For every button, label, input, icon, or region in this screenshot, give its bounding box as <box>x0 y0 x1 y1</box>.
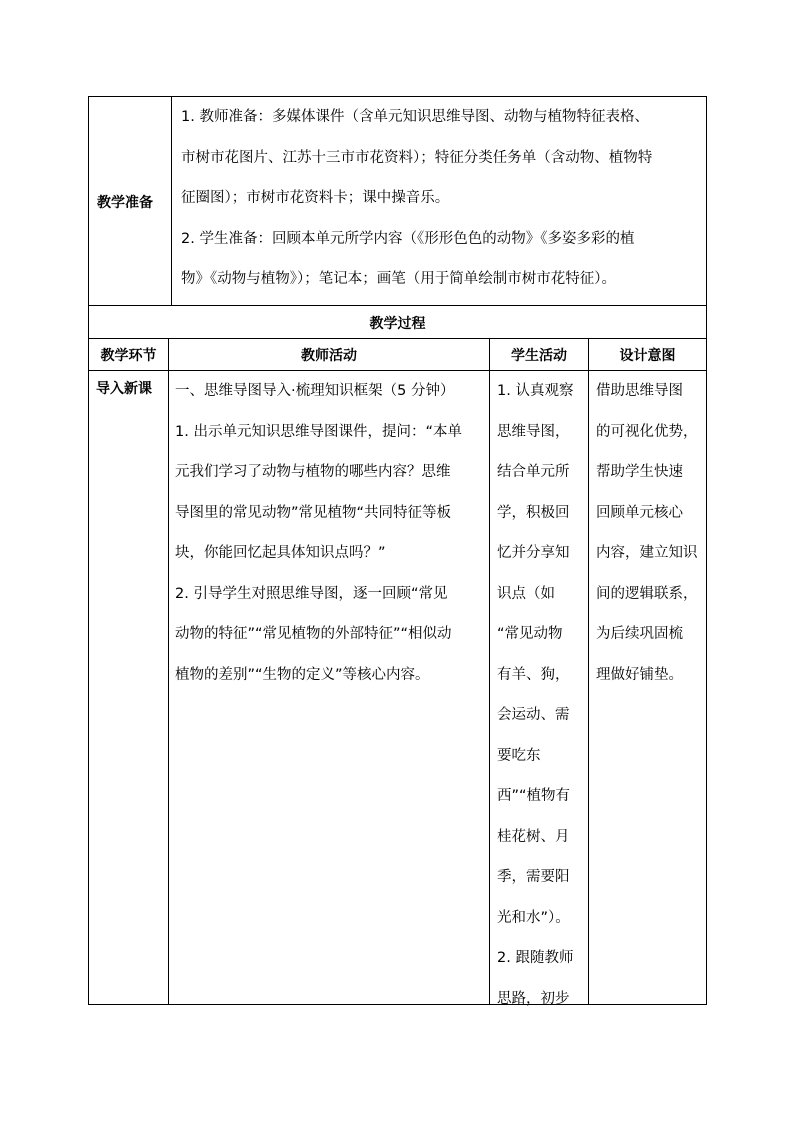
student-line: 识点（如 <box>497 585 555 602</box>
col-divider-prep <box>171 97 172 305</box>
student-line: 忆并分享知 <box>497 545 570 561</box>
student-line: 有羊、狗， <box>497 666 570 683</box>
student-activity <box>497 371 573 1019</box>
header-stage: 教学环节 <box>100 348 157 364</box>
teacher-line: 导图里的常见动物”常见植物“共同特征等板 <box>175 504 452 521</box>
design-intent <box>596 371 698 695</box>
student-line: 结合单元所 <box>497 464 570 480</box>
teacher-line: 1. 出示单元知识思维导图课件，提问：“本单 <box>175 423 462 440</box>
header-intent: 设计意图 <box>619 348 676 364</box>
stage-label: 导入新课 <box>96 381 152 397</box>
prep-line: 1. 教师准备：多媒体课件（含单元知识思维导图、动物与植物特征表格、 <box>181 109 649 125</box>
col-divider-stage <box>168 338 169 1005</box>
teacher-activity <box>175 371 462 695</box>
student-line: 思路，初步 <box>497 990 570 1007</box>
student-line: 要吃东 <box>497 747 541 764</box>
student-line: 思维导图， <box>497 423 570 440</box>
student-line: 桂花树、月 <box>497 828 570 845</box>
col-divider-student <box>588 338 589 1005</box>
intent-line: 为后续巩固梳 <box>596 626 683 642</box>
student-line: 季，需要阳 <box>497 869 570 885</box>
prep-line: 市树市花图片、江苏十三市市花资料）；特征分类任务单（含动物、植物特 <box>181 149 653 166</box>
student-line: 2. 跟随教师 <box>497 950 574 966</box>
intent-line: 帮助学生快速 <box>596 464 683 480</box>
student-line: 西”“植物有 <box>497 788 571 804</box>
header-student: 学生活动 <box>511 348 567 364</box>
col-divider-teacher <box>489 338 490 1005</box>
student-line: “常见动物 <box>497 626 563 642</box>
intent-line: 理做好铺垫。 <box>596 666 683 683</box>
intent-line: 间的逻辑联系， <box>596 585 698 602</box>
intent-line: 内容，建立知识 <box>596 545 698 561</box>
header-teacher: 教师活动 <box>301 348 357 364</box>
teacher-line: 动物的特征”“常见植物的外部特征”“相似动 <box>175 626 452 642</box>
prep-label: 教学准备 <box>97 195 153 211</box>
teacher-line: 块，你能回忆起具体知识点吗？” <box>175 545 386 561</box>
student-line: 1. 认真观察 <box>497 383 574 399</box>
prep-line: 征圈图）；市树市花资料卡；课中操音乐。 <box>181 190 450 206</box>
row-divider-prep <box>89 305 706 306</box>
row-divider-title <box>89 338 706 339</box>
teacher-line: 植物的差别”“生物的定义”等核心内容。 <box>175 666 430 683</box>
student-line: 光和水”）。 <box>497 909 570 926</box>
intent-line: 借助思维导图 <box>596 383 683 399</box>
process-title: 教学过程 <box>369 316 426 332</box>
teacher-line: 2. 引导学生对照思维导图，逐一回顾“常见 <box>175 585 448 602</box>
student-line: 会运动、需 <box>497 707 570 723</box>
student-line: 学，积极回 <box>497 504 570 521</box>
prep-line: 物》《动物与植物》）；笔记本；画笔（用于简单绘制市树市花特征）。 <box>181 271 616 287</box>
teacher-line: 一、思维导图导入·梳理知识框架（5 分钟） <box>175 383 455 399</box>
prep-content <box>181 97 652 300</box>
lesson-plan-table <box>88 96 707 1005</box>
intent-line: 回顾单元核心 <box>596 504 683 521</box>
prep-line: 2. 学生准备：回顾本单元所学内容（《形形色色的动物》《多姿多彩的植 <box>181 230 635 247</box>
intent-line: 的可视化优势， <box>596 423 698 440</box>
teacher-line: 元我们学习了动物与植物的哪些内容？思维 <box>175 464 451 480</box>
